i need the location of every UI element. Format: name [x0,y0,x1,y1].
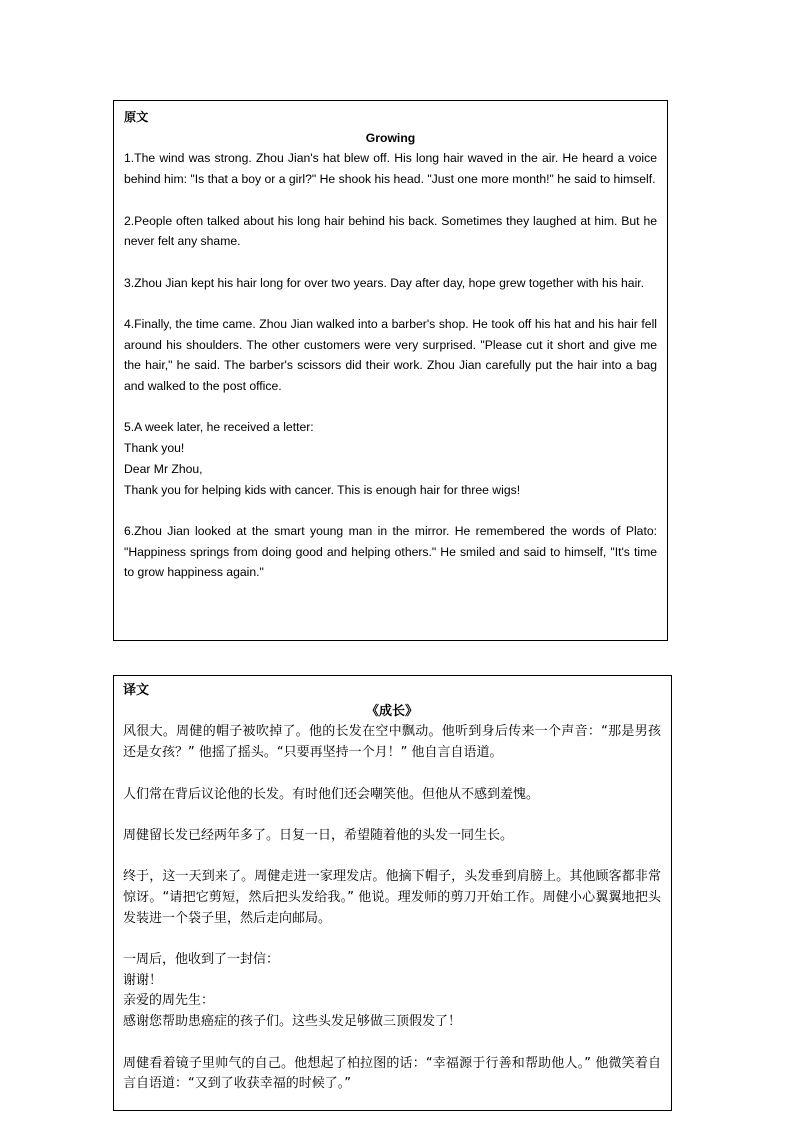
original-paragraph-1: 1.The wind was strong. Zhou Jian's hat blew off. His long hair waved in the air. He heard a voice behind him: "Is that a boy or a girl?" He shook his head. "Just one more month!" he said to himself. [124,151,657,187]
translation-text-box [113,675,672,1111]
translation-letter-thanks: 谢谢！ [123,972,163,988]
translation-paragraph-4: 终于，这一天到来了。周健走进一家理发店。他摘下帽子，头发垂到肩膀上。其他顾客都非常惊讶。“请把它剪短，然后把头发给我。” 他说。理发师的剪刀开始工作。周健小心翼翼地把头发装进一个袋子里，然后走向邮局。 [123,869,661,926]
translation-title: 《成长》 [365,703,418,719]
original-letter-salutation: Dear Mr Zhou, [124,461,203,476]
original-letter-thanks: Thank you! [124,441,185,456]
original-letter-intro: 5.A week later, he received a letter: [124,420,314,435]
original-letter-body: Thank you for helping kids with cancer. This is enough hair for three wigs! [124,482,521,497]
original-paragraph-4: 4.Finally, the time came. Zhou Jian walked into a barber's shop. He took off his hat and his hair fell around his shoulders. The other customers were very surprised. "Please cut it short and give me the hair," he said. The barber's scissors did their work. Zhou Jian carefully put the hair into a bag and walked to the post office. [124,316,657,394]
original-paragraph-6: 6.Zhou Jian looked at the smart young man in the mirror. He remembered the words of Plato: "Happiness springs from doing good and helping others." He smiled and said to himself, "It's time to grow happiness again." [124,523,657,580]
translation-paragraph-6: 周健看着镜子里帅气的自己。他想起了柏拉图的话：“幸福源于行善和帮助他人。” 他微笑着自言自语道：“又到了收获幸福的时候了。” [123,1055,661,1092]
original-label: 原文 [124,110,149,124]
translation-paragraph-3: 周健留长发已经两年多了。日复一日，希望随着他的头发一同生长。 [123,827,514,843]
translation-paragraph-2: 人们常在背后议论他的长发。有时他们还会嘲笑他。但他从不感到羞愧。 [123,786,540,802]
translation-paragraph-1: 风很大。周健的帽子被吹掉了。他的长发在空中飘动。他听到身后传来一个声音：“那是男孩还是女孩？” 他摇了摇头。“只要再坚持一个月！” 他自言自语道。 [123,724,661,761]
original-text-box [113,100,668,641]
translation-label: 译文 [123,683,150,698]
original-title: Growing [365,130,416,145]
original-paragraph-2: 2.People often talked about his long hair behind his back. Sometimes they laughed at him. But he never felt any shame. [124,213,657,249]
translation-letter-salutation: 亲爱的周先生： [123,993,215,1009]
translation-letter-body: 感谢您帮助患癌症的孩子们。这些头发足够做三顶假发了！ [123,1014,462,1030]
original-paragraph-3: 3.Zhou Jian kept his hair long for over two years. Day after day, hope grew together with his hair. [124,275,645,290]
translation-letter-intro: 一周后，他收到了一封信： [123,952,280,968]
